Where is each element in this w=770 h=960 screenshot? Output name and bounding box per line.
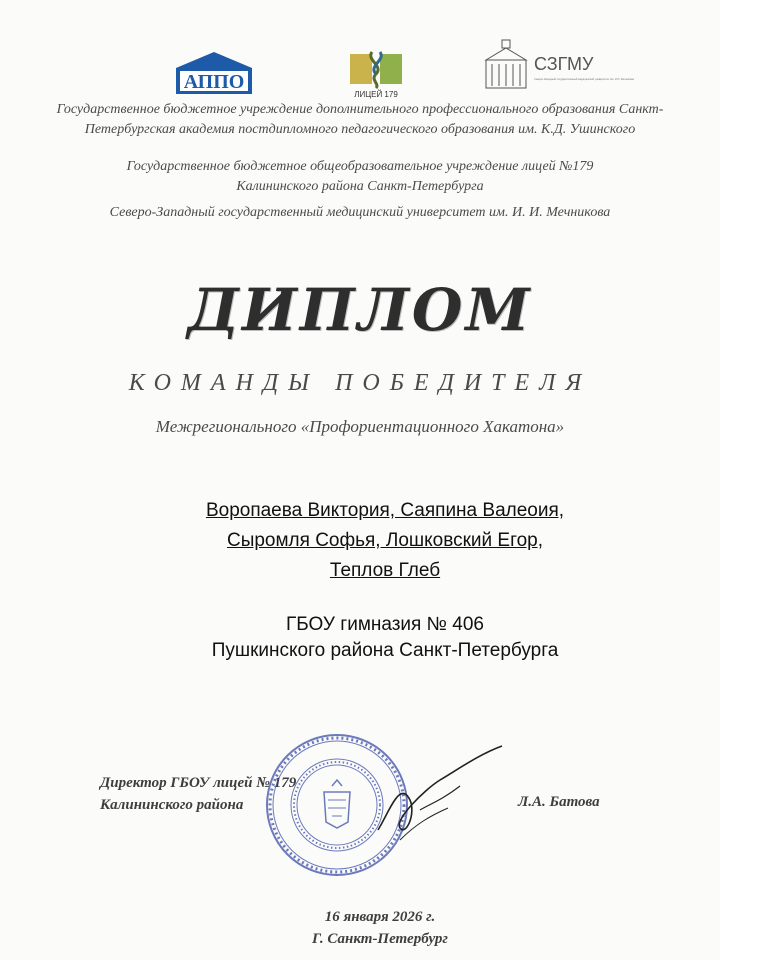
org1-header: Государственное бюджетное учреждение дополнительного профессионального образования Санкт-Петербургская академия постдипломного педагогического образования им. К.Д. Ушинского — [56, 102, 664, 137]
org3-header: Северо-Западный государственный медицинский университет им. И. И. Мечникова — [109, 205, 611, 220]
org2-header — [40, 157, 680, 197]
date-city-block — [0, 906, 760, 950]
org2-line2: Калининского района Санкт-Петербурга — [236, 179, 484, 194]
diploma-title: ДИПЛОМ — [187, 276, 533, 344]
lyceum-logo-text: ЛИЦЕЙ 179 — [354, 90, 398, 99]
school-line-1: ГБОУ гимназия № 406 — [286, 614, 484, 635]
appo-logo — [170, 50, 258, 96]
signatory-position-line2: Калининского района — [100, 797, 244, 813]
org2-line1: Государственное бюджетное общеобразовательное учреждение лицей №179 — [126, 159, 594, 174]
event-name: Межрегионального «Профориентационного Хакатона» — [155, 417, 565, 436]
appo-logo-text: АППО — [183, 71, 245, 93]
issue-city: Г. Санкт-Петербург — [312, 931, 448, 947]
signature — [370, 740, 510, 850]
lyceum-logo — [344, 42, 408, 100]
team-line-3: Теплов Глеб — [329, 560, 441, 581]
logos-row — [0, 40, 720, 100]
szgmu-logo — [482, 40, 634, 96]
signatory-name: Л.А. Батова — [518, 794, 600, 810]
team-line-1: Воропаева Виктория, Саяпина Валеоия, — [205, 500, 565, 521]
team-names — [0, 496, 770, 586]
szgmu-logo-text: СЗГМУ — [534, 54, 594, 74]
school-line-2: Пушкинского района Санкт-Петербурга — [211, 640, 559, 661]
issue-date: 16 января 2026 г. — [324, 909, 436, 925]
diploma-subtitle: КОМАНДЫ ПОБЕДИТЕЛЯ — [128, 370, 592, 396]
school-block — [0, 612, 770, 664]
team-line-2: Сыромля Софья, Лошковский Егор, — [226, 530, 544, 551]
signatory-position-line1: Директор ГБОУ лицей № 179 — [100, 775, 297, 791]
szgmu-logo-small-text: Северо-Западный государственный медицинский университет им. И.И. Мечникова — [534, 78, 634, 81]
